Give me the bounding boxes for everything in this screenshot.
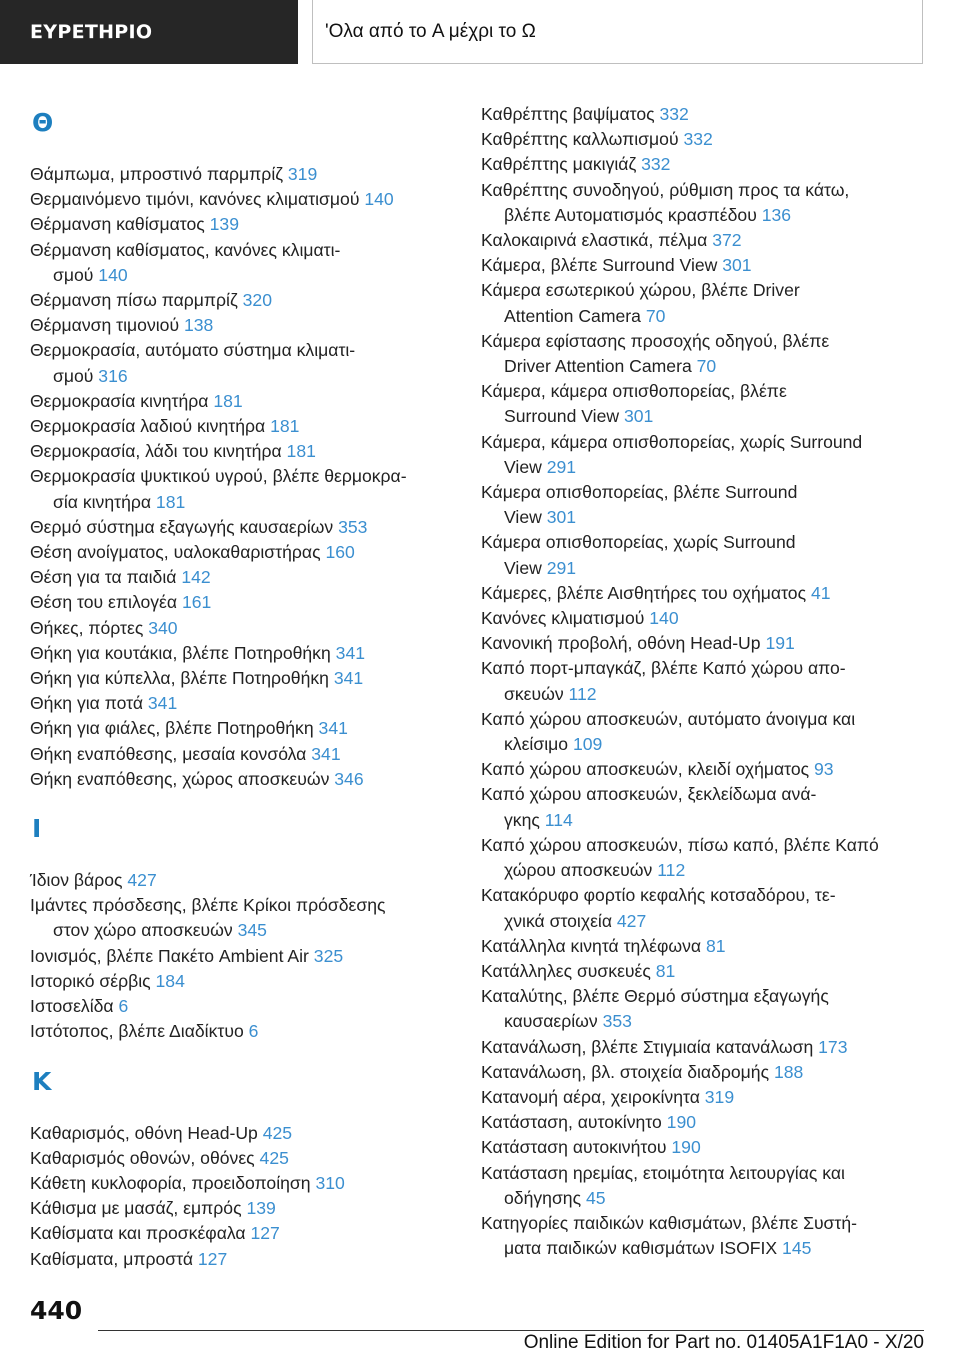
- index-entry-text: Θέρμανση πίσω παρμπρίζ: [30, 290, 243, 311]
- index-entry: [30, 742, 450, 767]
- index-entry-text: Κανονική προβολή, οθόνη Head-Up: [481, 633, 766, 654]
- index-entry-text: σμού: [53, 365, 99, 386]
- footer-divider: [98, 1330, 924, 1331]
- index-entry-text: Κάμερες, βλέπε Αισθητήρες του οχήματος: [481, 582, 811, 603]
- page-reference-link[interactable]: 319: [704, 1086, 735, 1107]
- index-entry-text: σμού: [53, 264, 99, 285]
- index-entry-text: Κατανομή αέρα, χειροκίνητα: [481, 1086, 705, 1107]
- page-reference-link[interactable]: 332: [659, 104, 689, 124]
- index-entry: [481, 480, 926, 530]
- index-entry: [481, 152, 926, 177]
- index-entry: [30, 238, 450, 288]
- index-entry: [30, 162, 450, 187]
- index-entry: [30, 1146, 450, 1171]
- index-entry-text: Καπό χώρου αποσκευών, αυτόματο άνοιγμα και: [481, 708, 856, 729]
- index-entry-text: Θάμπωμα, μπροστινό παρμπρίζ: [30, 164, 288, 184]
- index-entry-text: Θέση ανοίγματος, υαλοκαθαριστήρας: [30, 542, 326, 563]
- page-reference-link[interactable]: 191: [765, 633, 795, 654]
- index-entry: [30, 590, 450, 615]
- index-entry: [481, 959, 926, 984]
- index-entry-text: Καθρέπτης συνοδηγού, ρύθμιση προς τα κάτω,: [481, 179, 850, 200]
- index-entry-text: Ιμάντες πρόσδεσης, βλέπε Κρίκοι πρόσδεσης: [30, 895, 386, 916]
- index-entry-text: καυσαερίων: [504, 1011, 603, 1032]
- index-entry: [481, 883, 926, 933]
- page-reference-link[interactable]: 173: [818, 1036, 848, 1057]
- index-entry: [30, 868, 450, 893]
- page-reference-link[interactable]: 301: [546, 507, 577, 528]
- index-entry-text: View: [504, 456, 547, 477]
- page-reference-link[interactable]: 145: [782, 1238, 812, 1259]
- index-entry-text: Ιστότοπος, βλέπε Διαδίκτυο: [30, 1021, 249, 1042]
- page-reference-link[interactable]: 142: [181, 567, 211, 588]
- page-reference-link[interactable]: 341: [147, 693, 178, 714]
- index-entry: [481, 707, 926, 757]
- index-entry-text: Καθίσματα και προσκέφαλα: [30, 1223, 251, 1244]
- index-letter-kappa: K: [32, 1066, 52, 1096]
- index-entry: [30, 187, 450, 212]
- index-entry: [30, 540, 450, 565]
- page-reference-link[interactable]: 160: [325, 542, 355, 563]
- index-entry-text: ματα παιδικών καθισμάτων ISOFIX: [504, 1238, 783, 1259]
- index-entry: [30, 439, 450, 464]
- index-entry-text: Θέση για τα παιδιά: [30, 567, 182, 588]
- index-group-theta: [30, 162, 450, 792]
- index-entry: [30, 716, 450, 741]
- index-entry-text: Θερμοκρασία κινητήρα: [30, 390, 214, 411]
- page-reference-link[interactable]: 291: [546, 456, 577, 477]
- page-reference-link[interactable]: 320: [242, 290, 272, 311]
- index-entry-text: Θερμοκρασία λαδιού κινητήρα: [30, 416, 271, 437]
- index-entry-text: View: [504, 557, 547, 578]
- index-entry-text: Θήκη για φιάλες, βλέπε Ποτηροθήκη: [30, 718, 319, 739]
- index-entry: [30, 212, 450, 237]
- index-entry-text: Καπό χώρου αποσκευών, κλειδί οχήματος: [481, 759, 815, 780]
- index-entry-text: γκης: [504, 809, 545, 830]
- page-reference-link[interactable]: 181: [270, 416, 300, 437]
- page-reference-link[interactable]: 127: [197, 1248, 228, 1269]
- index-entry: [481, 278, 926, 328]
- section-subtitle: 'Ολα από το A μέχρι το Ω: [312, 0, 923, 64]
- index-entry: [481, 1211, 926, 1261]
- index-entry-text: Κατανάλωση, βλέπε Στιγμιαία κατανάλωση: [481, 1036, 819, 1057]
- page-reference-link[interactable]: 181: [213, 390, 243, 411]
- index-entry: [481, 178, 926, 228]
- index-entry-text: Κατάσταση, αυτοκίνητο: [481, 1112, 667, 1133]
- page-reference-link[interactable]: 139: [246, 1198, 276, 1219]
- index-entry-text: Κατάλληλες συσκευές: [481, 960, 656, 981]
- page-reference-link[interactable]: 310: [315, 1172, 345, 1193]
- index-entry-text: σκευών: [504, 683, 569, 704]
- page-reference-link[interactable]: 341: [318, 718, 348, 739]
- page-reference-link[interactable]: 109: [572, 734, 603, 755]
- index-entry-text: Κάμερα εσωτερικού χώρου, βλέπε Driver: [481, 280, 800, 301]
- index-entry: [481, 329, 926, 379]
- index-entry: [481, 430, 926, 480]
- index-entry-text: Θερμαινόμενο τιμόνι, κανόνες κλιματισμού: [30, 189, 365, 210]
- index-entry: [30, 944, 450, 969]
- page-number: 440: [30, 1296, 83, 1325]
- index-entry: [481, 984, 926, 1034]
- page-reference-link[interactable]: 81: [705, 935, 726, 956]
- page-reference-link[interactable]: 341: [335, 642, 366, 663]
- index-entry-text: Κάθετη κυκλοφορία, προειδοποίηση: [30, 1172, 316, 1193]
- index-letter-iota: I: [32, 814, 42, 844]
- index-entry-text: Θήκη εναπόθεσης, μεσαία κονσόλα: [30, 743, 312, 764]
- index-entry-text: Καταλύτης, βλέπε Θερμό σύστημα εξαγωγής: [481, 986, 829, 1007]
- page-reference-link[interactable]: 81: [655, 960, 676, 981]
- index-entry: [30, 969, 450, 994]
- page-reference-link[interactable]: 340: [148, 617, 178, 638]
- index-entry: [30, 515, 450, 540]
- index-entry: [30, 1221, 450, 1246]
- index-entry-text: Καπό χώρου αποσκευών, ξεκλείδωμα ανά-: [481, 784, 817, 805]
- index-entry: [30, 389, 450, 414]
- index-entry-text: Κάμερα, βλέπε Surround View: [481, 255, 723, 276]
- index-entry-text: Θήκη για κουτάκια, βλέπε Ποτηροθήκη: [30, 642, 336, 663]
- page-reference-link[interactable]: 425: [259, 1147, 289, 1168]
- page-reference-link[interactable]: 353: [338, 516, 368, 537]
- index-entry: [30, 893, 450, 943]
- page-reference-link[interactable]: 425: [262, 1122, 293, 1143]
- index-entry: [30, 666, 450, 691]
- page-reference-link[interactable]: 181: [286, 441, 316, 462]
- index-entry: [481, 1035, 926, 1060]
- index-entry-text: Θέρμανση καθίσματος, κανόνες κλιματι-: [30, 239, 341, 260]
- page-reference-link[interactable]: 112: [568, 683, 597, 704]
- index-entry: [481, 102, 926, 127]
- page-reference-link[interactable]: 136: [761, 204, 792, 225]
- index-entry: [481, 934, 926, 959]
- index-entry-text: χώρου αποσκευών: [504, 860, 658, 881]
- index-entry: [30, 565, 450, 590]
- index-entry-text: Κατηγορίες παιδικών καθισμάτων, βλέπε Συστή-: [481, 1212, 858, 1233]
- index-entry-text: Καθαρισμός, οθόνη Head-Up: [30, 1122, 263, 1143]
- section-tab[interactable]: ΕΥΡΕΤΗΡΙΟ: [0, 0, 298, 64]
- index-entry-text: Καθρέπτης καλλωπισμού: [481, 129, 684, 150]
- index-entry-text: Καθρέπτης μακιγιάζ: [481, 154, 642, 175]
- page-reference-link[interactable]: 184: [155, 970, 185, 991]
- page-reference-link[interactable]: 138: [183, 315, 214, 336]
- page-reference-link[interactable]: 93: [814, 759, 834, 780]
- index-entry-text: Κάμερα, κάμερα οπισθοπορείας, χωρίς Surround: [481, 431, 863, 452]
- index-entry: [481, 530, 926, 580]
- index-entry: [30, 691, 450, 716]
- index-entry-text: Καθίσματα, μπροστά: [30, 1248, 198, 1269]
- index-entry: [481, 606, 926, 631]
- index-entry: [481, 656, 926, 706]
- index-entry: [481, 1135, 926, 1160]
- page-reference-link[interactable]: 372: [712, 230, 742, 251]
- index-entry-text: χνικά στοιχεία: [504, 910, 617, 931]
- page-reference-link[interactable]: 45: [585, 1187, 606, 1208]
- page-reference-link[interactable]: 112: [657, 860, 686, 881]
- page-reference-link[interactable]: 319: [287, 164, 318, 184]
- page-reference-link[interactable]: 332: [641, 154, 671, 175]
- index-entry: [30, 994, 450, 1019]
- page-reference-link[interactable]: 139: [209, 214, 239, 235]
- index-entry-text: Καλοκαιρινά ελαστικά, πέλμα: [481, 230, 713, 251]
- index-entry-text: Κατανάλωση, βλ. στοιχεία διαδρομής: [481, 1061, 774, 1082]
- index-entry-text: Κάμερα οπισθοπορείας, χωρίς Surround: [481, 532, 796, 553]
- index-entry-text: σία κινητήρα: [53, 491, 156, 512]
- index-entry-text: οδήγησης: [504, 1187, 586, 1208]
- index-entry-text: κλείσιμο: [504, 734, 573, 755]
- index-entry-text: Καθρέπτης βαψίματος: [481, 104, 660, 124]
- index-entry-text: Κάμερα οπισθοπορείας, βλέπε Surround: [481, 482, 798, 503]
- index-entry: [30, 1196, 450, 1221]
- index-entry-text: Κανόνες κλιματισμού: [481, 608, 650, 629]
- page-reference-link[interactable]: 140: [98, 264, 128, 285]
- page-reference-link[interactable]: 190: [666, 1112, 697, 1133]
- page-reference-link[interactable]: 341: [311, 743, 341, 764]
- page-reference-link[interactable]: 161: [181, 592, 212, 613]
- index-entry: [30, 313, 450, 338]
- page-reference-link[interactable]: 301: [623, 406, 654, 427]
- index-entry-text: Καπό πορτ-μπαγκάζ, βλέπε Καπό χώρου απο-: [481, 658, 846, 679]
- index-entry-text: Κάμερα, κάμερα οπισθοπορείας, βλέπε: [481, 381, 787, 402]
- index-entry-text: βλέπε Αυτοματισμός κρασπέδου: [504, 204, 762, 225]
- index-entry: [30, 414, 450, 439]
- page-reference-link[interactable]: 316: [98, 365, 128, 386]
- page-reference-link[interactable]: 345: [237, 920, 267, 941]
- page-reference-link[interactable]: 301: [722, 255, 752, 276]
- index-entry: [481, 757, 926, 782]
- index-entry: [481, 1060, 926, 1085]
- page-reference-link[interactable]: 291: [546, 557, 577, 578]
- page-reference-link[interactable]: 427: [616, 910, 647, 931]
- index-entry-text: Θερμό σύστημα εξαγωγής καυσαερίων: [30, 516, 339, 537]
- index-entry-text: στον χώρο αποσκευών: [53, 920, 238, 941]
- page-reference-link[interactable]: 140: [649, 608, 679, 629]
- page-reference-link[interactable]: 6: [118, 996, 129, 1017]
- index-entry-text: Attention Camera: [504, 305, 646, 326]
- page-reference-link[interactable]: 325: [313, 945, 344, 966]
- page-reference-link[interactable]: 70: [696, 356, 717, 377]
- index-entry-text: Surround View: [504, 406, 624, 427]
- index-group-kappa-cont: [481, 102, 926, 1261]
- index-entry: [481, 833, 926, 883]
- index-entry: [30, 1019, 450, 1044]
- index-entry-text: Θήκη εναπόθεσης, χώρος αποσκευών: [30, 768, 335, 789]
- index-entry: [481, 379, 926, 429]
- index-entry-text: Κάθισμα με μασάζ, εμπρός: [30, 1198, 247, 1219]
- index-group-kappa: [30, 1121, 450, 1272]
- page-reference-link[interactable]: 181: [155, 491, 186, 512]
- index-entry-text: Driver Attention Camera: [504, 356, 697, 377]
- index-entry: [30, 288, 450, 313]
- page-reference-link[interactable]: 353: [602, 1011, 632, 1032]
- page-reference-link[interactable]: 140: [364, 189, 394, 210]
- index-entry: [481, 127, 926, 152]
- index-entry-text: Θερμοκρασία, αυτόματο σύστημα κλιματι-: [30, 340, 356, 361]
- index-letter-theta: Θ: [32, 108, 54, 137]
- index-entry-text: View: [504, 507, 547, 528]
- index-entry-text: Ιστορικό σέρβις: [30, 970, 156, 991]
- index-entry-text: Θήκη για ποτά: [30, 693, 148, 714]
- page-reference-link[interactable]: 190: [671, 1137, 701, 1158]
- page-reference-link[interactable]: 114: [544, 809, 573, 830]
- index-entry: [481, 581, 926, 606]
- index-entry-text: Ιονισμός, βλέπε Πακέτο Ambient Air: [30, 945, 314, 966]
- index-entry: [30, 616, 450, 641]
- index-entry-text: Ιστοσελίδα: [30, 996, 119, 1017]
- page-reference-link[interactable]: 127: [250, 1223, 280, 1244]
- index-entry: [30, 1121, 450, 1146]
- index-entry: [30, 1171, 450, 1196]
- index-entry: [481, 782, 926, 832]
- index-entry-text: Ίδιον βάρος: [30, 870, 128, 891]
- page-reference-link[interactable]: 6: [248, 1021, 259, 1042]
- index-entry: [481, 1161, 926, 1211]
- index-entry: [30, 338, 450, 388]
- page-reference-link[interactable]: 427: [127, 870, 157, 891]
- index-entry-text: Κατάσταση ηρεμίας, ετοιμότητα λειτουργίας και: [481, 1162, 845, 1183]
- index-entry-text: Θήκες, πόρτες: [30, 617, 149, 638]
- index-entry-text: Θέρμανση τιμονιού: [30, 315, 184, 336]
- index-entry-text: Καπό χώρου αποσκευών, πίσω καπό, βλέπε Καπό: [481, 834, 879, 855]
- index-entry-text: Θέση του επιλογέα: [30, 592, 182, 613]
- index-entry-text: Κατάσταση αυτοκινήτου: [481, 1137, 672, 1158]
- index-entry: [481, 631, 926, 656]
- page-reference-link[interactable]: 188: [773, 1061, 804, 1082]
- page-reference-link[interactable]: 346: [334, 768, 364, 789]
- index-entry: [481, 1085, 926, 1110]
- index-column-left: [30, 102, 450, 1272]
- index-entry: [481, 228, 926, 253]
- index-entry-text: Θήκη για κύπελλα, βλέπε Ποτηροθήκη: [30, 668, 334, 689]
- index-entry-text: Καθαρισμός οθονών, οθόνες: [30, 1147, 260, 1168]
- index-entry-text: Θερμοκρασία ψυκτικού υγρού, βλέπε θερμοκρα-: [30, 466, 407, 487]
- page-reference-link[interactable]: 341: [333, 668, 364, 689]
- index-entry: [481, 253, 926, 278]
- index-entry: [30, 641, 450, 666]
- index-entry-text: Θέρμανση καθίσματος: [30, 214, 210, 235]
- index-entry: [30, 464, 450, 514]
- index-entry-text: Κατάλληλα κινητά τηλέφωνα: [481, 935, 706, 956]
- index-entry-text: Κάμερα εφίστασης προσοχής οδηγού, βλέπε: [481, 330, 830, 351]
- index-entry-text: Θερμοκρασία, λάδι του κινητήρα: [30, 441, 287, 462]
- page-reference-link[interactable]: 332: [683, 129, 713, 150]
- index-group-iota: [30, 868, 450, 1044]
- index-column-right: [481, 102, 926, 1261]
- index-entry: [30, 767, 450, 792]
- page-reference-link[interactable]: 70: [645, 305, 666, 326]
- index-entry-text: Κατακόρυφο φορτίο κεφαλής κοτσαδόρου, τε-: [481, 885, 836, 906]
- edition-footer: Online Edition for Part no. 01405A1F1A0 - X/20: [523, 1332, 924, 1353]
- index-entry: [30, 1247, 450, 1272]
- index-entry: [481, 1110, 926, 1135]
- page-reference-link[interactable]: 41: [810, 582, 831, 603]
